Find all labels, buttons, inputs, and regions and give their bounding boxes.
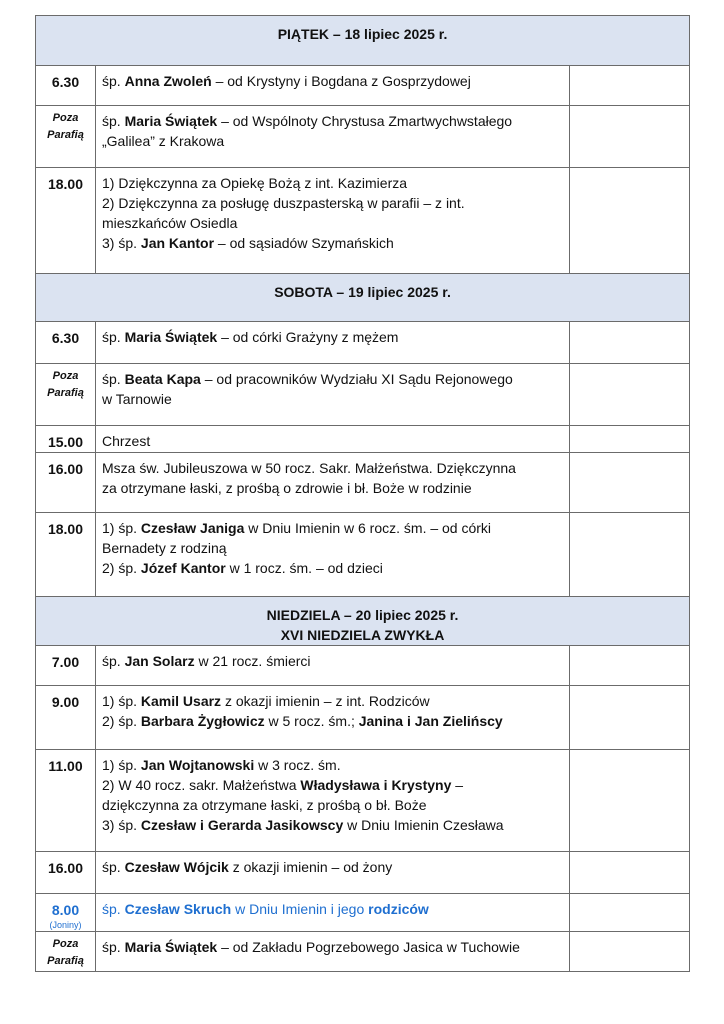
intention-text: śp.	[102, 901, 125, 917]
mass-time-note: (Joniny)	[49, 920, 82, 930]
intention-text: Bernadety z rodziną	[102, 540, 227, 556]
mass-intention-cell	[96, 66, 570, 106]
mass-intentions-table	[35, 15, 690, 972]
intention-text: – od Krystyny i Bogdana z Gosprzydowej	[211, 73, 471, 89]
intention-text: w 1 rocz. śm. – od dzieci	[225, 560, 383, 576]
intention-line	[102, 478, 563, 498]
day-title: PIĄTEK – 18 lipiec 2025 r.	[277, 26, 448, 42]
mass-time-cell	[36, 106, 96, 168]
mass-time: 8.00	[51, 902, 80, 918]
mass-row	[36, 66, 690, 106]
mass-note-cell	[570, 168, 690, 274]
intention-line	[102, 431, 563, 451]
intention-line	[102, 937, 563, 957]
mass-intention-cell	[96, 426, 570, 453]
mass-note-cell	[570, 106, 690, 168]
mass-time: 18.00	[47, 521, 84, 537]
intention-name: Czesław Wójcik	[124, 859, 229, 875]
mass-intention-cell	[96, 852, 570, 894]
intention-text: 1) Dziękczynna za Opiekę Bożą z int. Kazimierza	[102, 175, 408, 191]
intention-name: Władysława i Krystyny	[300, 777, 452, 793]
intention-text: w Dniu Imienin Czesława	[343, 817, 504, 833]
intention-line	[102, 173, 563, 193]
intention-text: 1) śp.	[102, 520, 141, 536]
intention-line	[102, 369, 563, 389]
mass-row	[36, 750, 690, 852]
mass-time-cell	[36, 168, 96, 274]
mass-time: 9.00	[51, 694, 80, 710]
mass-time-cell	[36, 322, 96, 364]
mass-note-cell	[570, 322, 690, 364]
table-body	[36, 16, 690, 972]
day-header-cell	[36, 16, 690, 66]
intention-text: w 5 rocz. śm.;	[264, 713, 359, 729]
intention-name: Janina i Jan Zielińscy	[358, 713, 503, 729]
day-header-row	[36, 597, 690, 646]
intention-text: śp.	[102, 653, 125, 669]
intention-text: śp.	[102, 371, 125, 387]
intention-text: – od pracowników Wydziału XI Sądu Rejonowego	[200, 371, 513, 387]
mass-row	[36, 426, 690, 453]
intention-line	[102, 111, 563, 131]
mass-row	[36, 894, 690, 932]
intention-line	[102, 538, 563, 558]
intention-name: Czesław Janiga	[140, 520, 245, 536]
mass-time: 16.00	[47, 860, 84, 876]
intention-text: 2) śp.	[102, 713, 141, 729]
intention-text: śp.	[102, 859, 125, 875]
intention-line	[102, 795, 563, 815]
mass-time-cell	[36, 932, 96, 972]
mass-row	[36, 322, 690, 364]
intention-name: Józef Kantor	[140, 560, 226, 576]
mass-time-cell	[36, 66, 96, 106]
mass-intention-cell	[96, 646, 570, 686]
intention-text: 2) Dziękczynna za posługę duszpasterską w parafii – z int.	[102, 195, 465, 211]
mass-time-cell	[36, 364, 96, 426]
intention-text: 2) W 40 rocz. sakr. Małżeństwa	[102, 777, 301, 793]
intention-line	[102, 131, 563, 151]
mass-intention-cell	[96, 322, 570, 364]
intention-name: Czesław i Gerarda Jasikowscy	[140, 817, 344, 833]
intention-text: śp.	[102, 329, 125, 345]
intention-text: w Tarnowie	[102, 391, 172, 407]
day-title: SOBOTA – 19 lipiec 2025 r.	[274, 284, 451, 300]
intention-line	[102, 857, 563, 877]
intention-text: z okazji imienin – z int. Rodziców	[221, 693, 430, 709]
day-header-row	[36, 274, 690, 322]
mass-time: 16.00	[47, 461, 84, 477]
mass-time-cell	[36, 852, 96, 894]
mass-intentions-sheet	[35, 15, 689, 972]
intention-text: z okazji imienin – od żony	[228, 859, 393, 875]
mass-row	[36, 686, 690, 750]
intention-line	[102, 558, 563, 578]
day-header-cell	[36, 274, 690, 322]
mass-note-cell	[570, 852, 690, 894]
mass-intention-cell	[96, 168, 570, 274]
intention-text: – od Wspólnoty Chrystusa Zmartwychwstałego	[217, 113, 513, 129]
mass-row	[36, 852, 690, 894]
intention-text: 3) śp.	[102, 817, 141, 833]
mass-time: 18.00	[47, 176, 84, 192]
day-title: NIEDZIELA – 20 lipiec 2025 r.	[266, 607, 459, 623]
mass-note-cell	[570, 66, 690, 106]
mass-note-cell	[570, 894, 690, 932]
mass-note-cell	[570, 426, 690, 453]
intention-text: 2) śp.	[102, 560, 141, 576]
intention-line	[102, 71, 563, 91]
intention-line	[102, 775, 563, 795]
mass-intention-cell	[96, 894, 570, 932]
intention-text: mieszkańców Osiedla	[102, 215, 238, 231]
intention-text: w Dniu Imienin w 6 rocz. śm. – od córki	[244, 520, 492, 536]
intention-text: za otrzymane łaski, z prośbą o zdrowie i bł. Boże w rodzinie	[102, 480, 472, 496]
mass-row	[36, 513, 690, 597]
poza-parafia-label: Poza Parafią	[47, 938, 84, 967]
intention-line	[102, 899, 563, 919]
mass-time: 11.00	[48, 758, 83, 774]
mass-row	[36, 646, 690, 686]
mass-time: 7.00	[51, 654, 80, 670]
mass-row	[36, 364, 690, 426]
intention-text: 1) śp.	[102, 693, 141, 709]
intention-name: Kamil Usarz	[140, 693, 222, 709]
intention-line	[102, 458, 563, 478]
mass-row	[36, 932, 690, 972]
poza-parafia-label: Poza Parafią	[47, 112, 84, 141]
intention-line	[102, 755, 563, 775]
day-subtitle: XVI NIEDZIELA ZWYKŁA	[280, 627, 445, 643]
intention-name: Barbara Żygłowicz	[140, 713, 265, 729]
intention-name: Jan Solarz	[124, 653, 195, 669]
mass-note-cell	[570, 686, 690, 750]
mass-note-cell	[570, 646, 690, 686]
intention-text: – od sąsiadów Szymańskich	[214, 235, 394, 251]
mass-note-cell	[570, 750, 690, 852]
intention-line	[102, 389, 563, 409]
mass-time: 6.30	[51, 330, 80, 346]
poza-parafia-label: Poza Parafią	[47, 370, 84, 399]
mass-note-cell	[570, 453, 690, 513]
intention-text: w Dniu Imienin i jego	[231, 901, 369, 917]
intention-line	[102, 193, 563, 213]
mass-intention-cell	[96, 106, 570, 168]
mass-time: 15.00	[47, 434, 84, 450]
intention-name: Maria Świątek	[124, 113, 218, 129]
intention-name: Jan Wojtanowski	[140, 757, 255, 773]
intention-line	[102, 691, 563, 711]
intention-name: Maria Świątek	[124, 329, 218, 345]
mass-row	[36, 106, 690, 168]
intention-text: 3) śp.	[102, 235, 141, 251]
mass-time-cell	[36, 750, 96, 852]
day-header-cell	[36, 597, 690, 646]
intention-text: dziękczynna za otrzymane łaski, z prośbą o bł. Boże	[102, 797, 427, 813]
mass-time: 6.30	[51, 74, 80, 90]
intention-text: –	[451, 777, 464, 793]
mass-row	[36, 168, 690, 274]
intention-text: 1) śp.	[102, 757, 141, 773]
mass-row	[36, 453, 690, 513]
mass-intention-cell	[96, 750, 570, 852]
mass-note-cell	[570, 364, 690, 426]
intention-name: rodziców	[368, 901, 429, 917]
intention-text: w 3 rocz. śm.	[254, 757, 341, 773]
intention-line	[102, 651, 563, 671]
mass-intention-cell	[96, 453, 570, 513]
mass-time-cell	[36, 513, 96, 597]
intention-line	[102, 815, 563, 835]
intention-name: Maria Świątek	[124, 939, 218, 955]
intention-text: Msza św. Jubileuszowa w 50 rocz. Sakr. Małżeństwa. Dziękczynna	[102, 460, 516, 476]
intention-text: – od córki Grażyny z mężem	[217, 329, 399, 345]
intention-text: śp.	[102, 939, 125, 955]
day-header-row	[36, 16, 690, 66]
intention-text: w 21 rocz. śmierci	[194, 653, 311, 669]
mass-time-cell	[36, 894, 96, 932]
intention-text: – od Zakładu Pogrzebowego Jasica w Tuchowie	[217, 939, 520, 955]
mass-time-cell	[36, 686, 96, 750]
intention-text: śp.	[102, 113, 125, 129]
mass-time-cell	[36, 646, 96, 686]
intention-line	[102, 213, 563, 233]
intention-line	[102, 518, 563, 538]
intention-name: Jan Kantor	[140, 235, 215, 251]
intention-name: Beata Kapa	[124, 371, 201, 387]
mass-intention-cell	[96, 364, 570, 426]
intention-line	[102, 233, 563, 253]
mass-time-cell	[36, 453, 96, 513]
intention-text: Chrzest	[102, 433, 151, 449]
mass-note-cell	[570, 513, 690, 597]
mass-note-cell	[570, 932, 690, 972]
intention-line	[102, 711, 563, 731]
mass-time-cell	[36, 426, 96, 453]
intention-line	[102, 327, 563, 347]
mass-intention-cell	[96, 932, 570, 972]
intention-text: śp.	[102, 73, 125, 89]
intention-name: Czesław Skruch	[124, 901, 232, 917]
intention-name: Anna Zwoleń	[124, 73, 212, 89]
intention-text: „Galilea” z Krakowa	[102, 133, 225, 149]
mass-intention-cell	[96, 686, 570, 750]
mass-intention-cell	[96, 513, 570, 597]
